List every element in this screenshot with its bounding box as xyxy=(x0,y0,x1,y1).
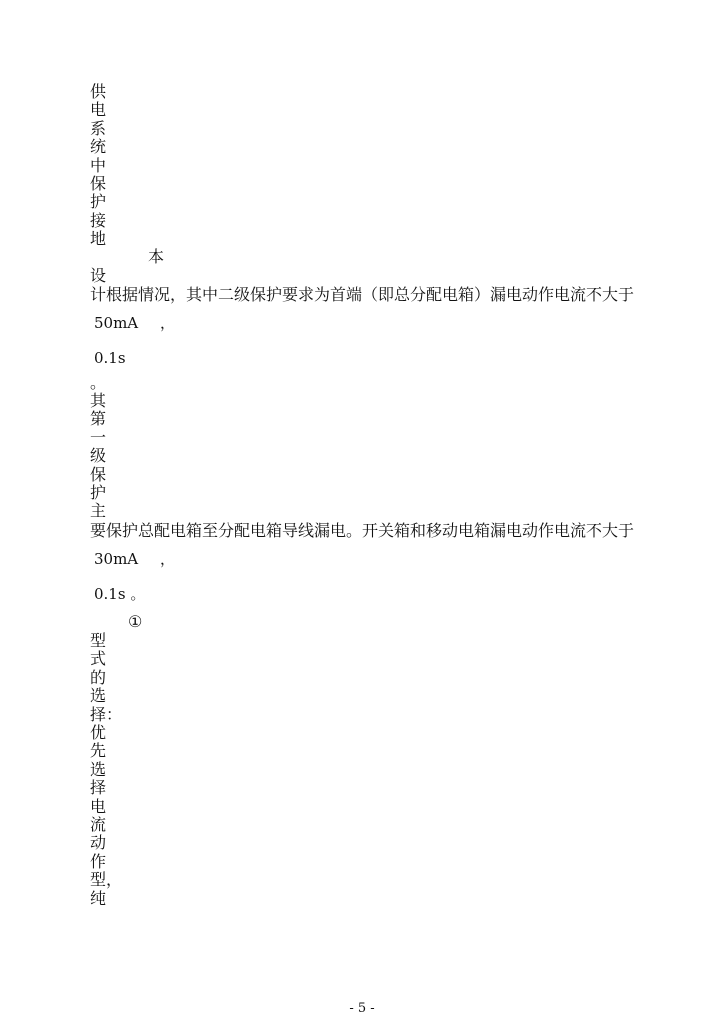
paragraph-1-comma: ， xyxy=(160,314,176,332)
paragraph-1-indent-char: 本 xyxy=(148,247,165,266)
paragraph-1-line: 计根据情况，其中二级保护要求为首端（即总分配电箱）漏电动作电流不大于 xyxy=(90,285,635,304)
item-marker-circled-one: ① xyxy=(128,612,143,631)
vertical-text-block-1: 供电系统中保护接地 xyxy=(90,82,107,249)
paragraph-1-head-char: 设 xyxy=(90,266,107,285)
paragraph-1-current-value: 50mA xyxy=(94,314,139,332)
paragraph-2-comma: ， xyxy=(160,550,176,568)
vertical-text-block-2: 其第一级保护主 xyxy=(90,391,107,521)
paragraph-2-current-value: 30mA xyxy=(94,550,139,568)
page-number: - 5 - xyxy=(349,1001,375,1016)
paragraph-1-period: 。 xyxy=(90,373,107,392)
vertical-text-block-3: 型式的选择：优先选择电流动作型，纯 xyxy=(90,631,123,908)
paragraph-2-time-value: 0.1s 。 xyxy=(94,585,146,603)
paragraph-2-line: 要保护总配电箱至分配电箱导线漏电。开关箱和移动电箱漏电动作电流不大于 xyxy=(90,521,635,540)
paragraph-1-time-value: 0.1s xyxy=(94,349,126,367)
